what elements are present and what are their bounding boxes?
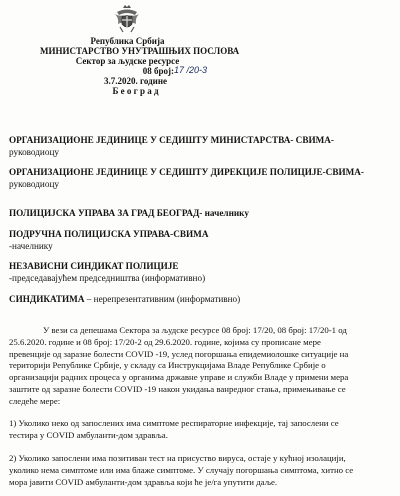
body-line: мора јавити COVID амбуланти-дом здравља који ће је/га упутити даље. [9, 476, 278, 487]
recipient-line: НЕЗАВИСНИ СИНДИКАТ ПОЛИЦИЈЕ [9, 261, 179, 271]
body-item-1 [9, 418, 391, 442]
handwritten-ref-number: 17 /20-3 [174, 65, 208, 75]
body-line: 2) Уколико запослени има позитиван тест на присуство вируса, остаје у кућној изолацији, [9, 453, 346, 463]
body-line: превенције од заразне болести COVID -19, услед погоршања епидемиолошке ситуације на [9, 348, 349, 359]
recipient-line: ПОДРУЧНА ПОЛИЦИЈСКА УПРАВА-СВИМА [9, 229, 209, 239]
body-intro-paragraph [9, 325, 391, 408]
header-ministry: МИНИСТАРСТВО УНУТРАШЊИХ ПОСЛОВА [40, 46, 240, 56]
recipient-line: СИНДИКАТИМА [9, 294, 85, 304]
recipient-subline: -начелнику [9, 241, 53, 251]
body-line: организацији радних процеса у органима државне управе и служби Владе у примени мера [9, 372, 349, 383]
recipient-line: ОРГАНИЗАЦИОНЕ ЈЕДИНИЦЕ У СЕДИШТУ МИНИСТАРСТВА- СВИМА- [9, 135, 334, 145]
header-date: 3.7.2020. године [103, 76, 168, 86]
body-line: тестира у COVID амбуланти-дом здравља. [9, 429, 168, 440]
coat-of-arms-icon [114, 4, 140, 34]
recipient-subline: -председавајућем председништва (информативно) [9, 273, 206, 283]
header-country: Република Србија [90, 36, 165, 46]
body-line: територији Републике Србије, у складу са Инструкцијама Владе Републике Србије о [9, 360, 326, 371]
body-line: заштите од заразне болести COVID -19 након укидања ванредног стања, примењивање се [9, 383, 346, 394]
body-item-2 [9, 453, 391, 488]
body-line: следеће мере: [9, 395, 61, 406]
recipient-police-directorate [9, 166, 393, 190]
body-line: У вези са депешама Сектора за људске ресурсе 08 број: 17/20, 08 број: 17/20-1 од [43, 325, 347, 335]
recipient-subline: – нерепрезентативним (информативно) [84, 294, 241, 304]
recipient-subline: руководиоцу [9, 179, 59, 189]
body-line: 25.6.2020. године и 08 број: 17/20-2 од 29.6.2020. године, којима су прописане мере [9, 336, 321, 347]
header-ref-prefix: 08 број: [142, 66, 174, 76]
recipient-subline: руководиоцу [9, 147, 59, 157]
recipient-police-union [9, 260, 393, 284]
recipient-ministry [9, 134, 393, 158]
recipient-regional-police [9, 228, 393, 252]
recipient-line: ПОЛИЦИЈСКА УПРАВА ЗА ГРАД БЕОГРАД- начелнику [9, 208, 249, 218]
header-sector: Сектор за људске ресурсе [75, 56, 180, 66]
body-line: 1) Уколико неко од запослених има симптоме респираторне инфекције, тај запослени се [9, 418, 339, 428]
header-city: Б е о г р а д [112, 86, 159, 96]
recipient-line: ОРГАНИЗАЦИОНЕ ЈЕДИНИЦЕ У СЕДИШТУ ДИРЕКЦИЈЕ ПОЛИЦИЈЕ-СВИМА- [9, 167, 364, 177]
recipient-unions [9, 293, 393, 305]
body-line: уколико нема симптоме или има блаже симптоме. У случају погоршања симптома, хитно се [9, 464, 354, 475]
recipient-belgrade-police [9, 207, 393, 219]
